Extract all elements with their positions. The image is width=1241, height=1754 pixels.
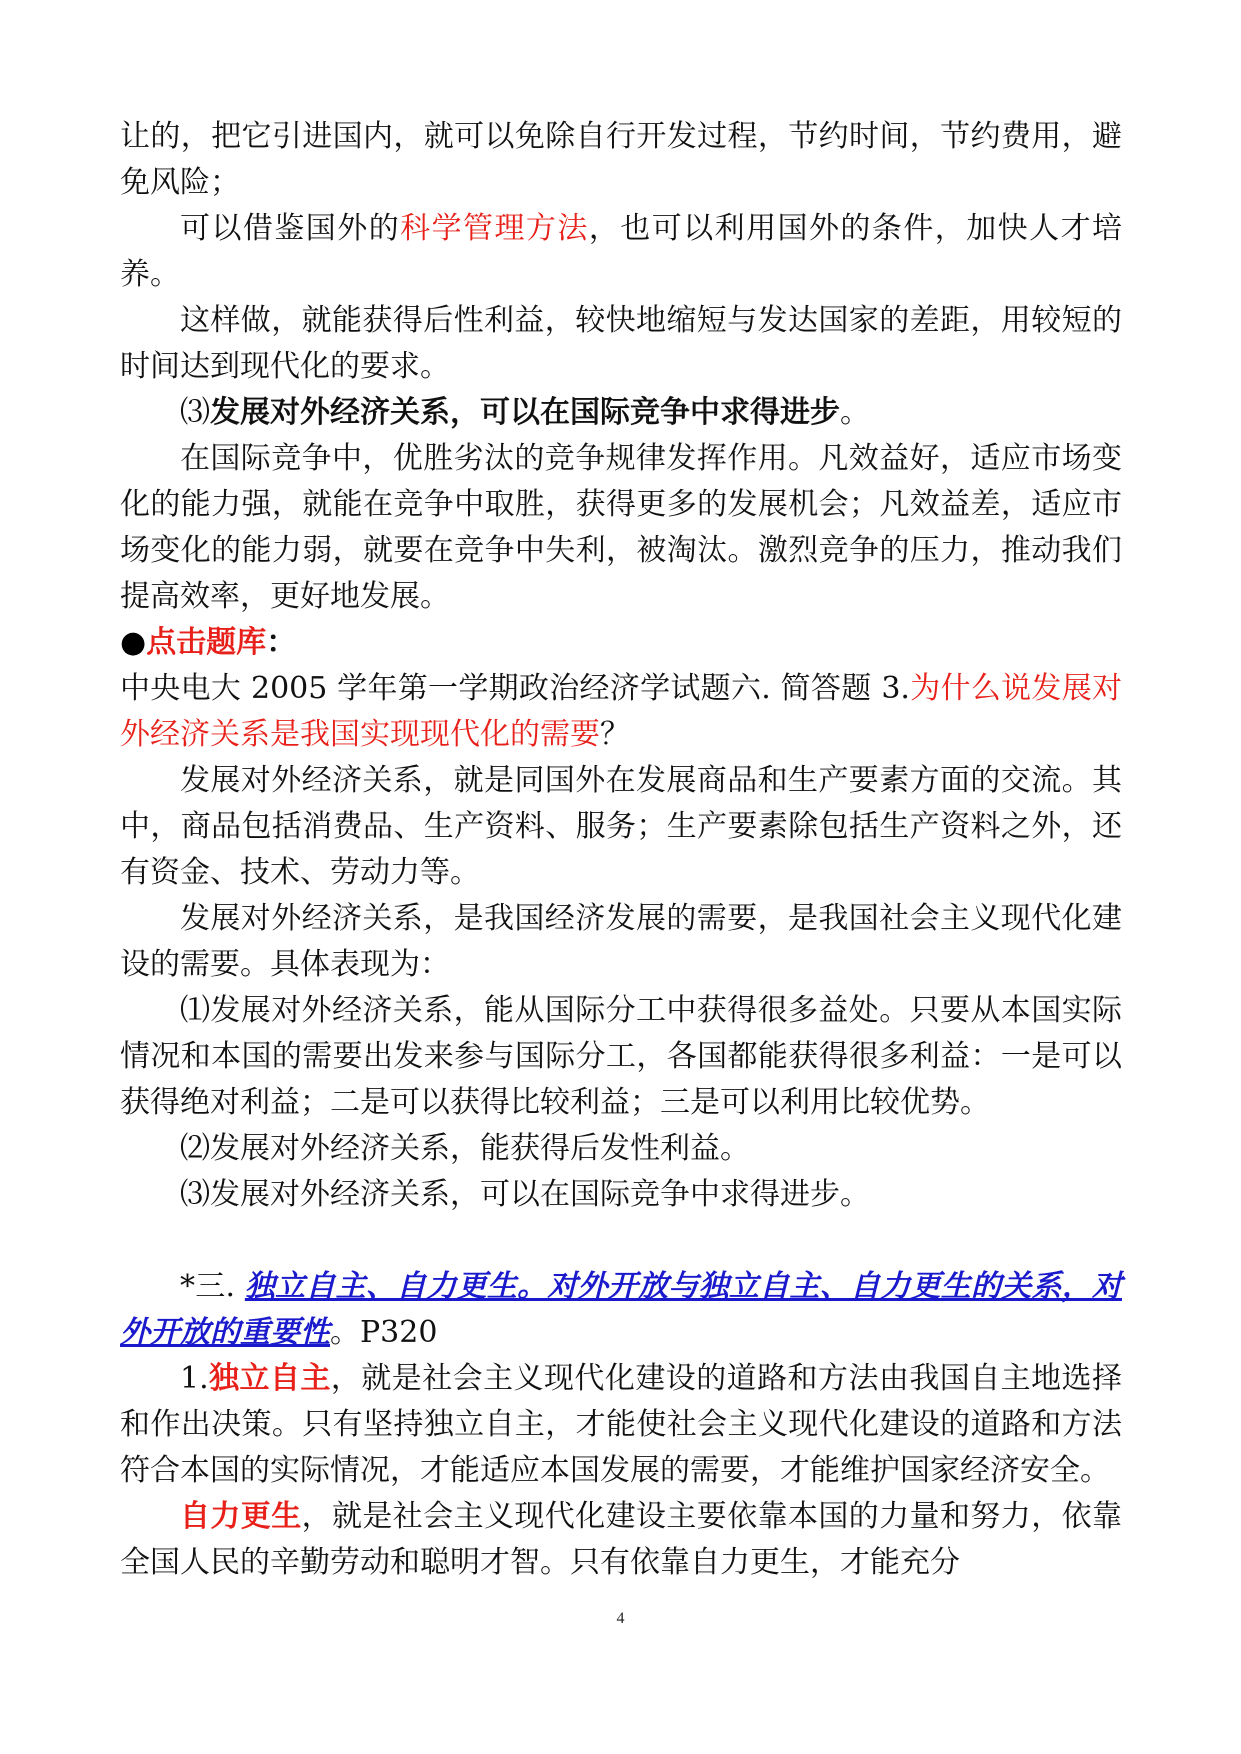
paragraph [120, 206, 1122, 298]
paragraph: 让的，把它引进国内，就可以免除自行开发过程，节约时间，节约费用，避免风险； [120, 119, 1122, 200]
subheading [120, 390, 1122, 436]
item-number: ⑶ [180, 395, 210, 430]
text-run: ，就是社会主义现代化建设主要依靠本国的力量和努力，依靠全国人民的辛勤劳动和聪明才智。只有依靠自力更生，才能充分 [120, 1499, 1123, 1580]
page-number: 4 [616, 1610, 625, 1627]
paragraph: ⑴发展对外经济关系，能从国际分工中获得很多益处。只要从本国实际情况和本国的需要出发来参与国际分工，各国都能获得很多利益：一是可以获得绝对利益；二是可以获得比较利益；三是可以利用比较优势。 [120, 993, 1122, 1120]
text-run: ，就是社会主义现代化建设的道路和方法由我国自主地选择和作出决策。只有坚持独立自主，才能使社会主义现代化建设的道路和方法符合本国的实际情况，才能适应本国发展的需要，才能维护国家经济安全。 [120, 1361, 1123, 1488]
paragraph: ⑶发展对外经济关系，可以在国际竞争中求得进步。 [180, 1177, 870, 1212]
paragraph [120, 1356, 1122, 1494]
spacer [120, 1218, 1122, 1264]
paragraph: 发展对外经济关系，是我国经济发展的需要，是我国社会主义现代化建设的需要。具体表现为： [120, 901, 1122, 982]
paragraph: 发展对外经济关系，就是同国外在发展商品和生产要素方面的交流。其中，商品包括消费品、生产资料、服务；生产要素除包括生产资料之外，还有资金、技术、劳动力等。 [120, 763, 1122, 890]
highlight-term: 科学管理方法 [400, 211, 589, 246]
paragraph: 在国际竞争中，优胜劣汰的竞争规律发挥作用。凡效益好，适应市场变化的能力强，就能在竞争中取胜，获得更多的发展机会；凡效益差，适应市场变化的能力弱，就要在竞争中失利，被淘汰。激烈竞争的压力，推动我们提高效率，更好地发展。 [120, 441, 1122, 614]
question-bank-heading [120, 620, 1122, 666]
text-run: 。 [840, 395, 870, 430]
question-bank-link[interactable]: 点击题库 [146, 625, 267, 660]
section-heading [120, 1264, 1122, 1356]
question-source: 中央电大 2005 学年第一学期政治经济学试题六. 简答题 3. [120, 671, 910, 706]
item-number: 1. [180, 1361, 209, 1396]
document-body [120, 114, 1122, 1586]
section-title-link[interactable]: 独立自主、自力更生。对外开放与独立自主、自力更生的关系，对外开放的重要性 [120, 1269, 1122, 1350]
key-term: 自力更生 [180, 1499, 302, 1534]
question-text: 为什么说发展对外经济关系是我国实现现代化的需要 [120, 671, 1122, 752]
section-number: *三. [180, 1269, 245, 1304]
bold-heading: 发展对外经济关系，可以在国际竞争中求得进步 [210, 395, 840, 430]
text-run: ，也可以利用国外的条件，加快人才培养。 [120, 211, 1123, 292]
page-reference: 。P320 [330, 1315, 438, 1350]
question [120, 666, 1122, 758]
bullet-icon: ● [120, 625, 147, 660]
text-run: ： [266, 625, 297, 660]
key-term: 独立自主 [208, 1361, 331, 1396]
paragraph [120, 1494, 1122, 1586]
paragraph: ⑵发展对外经济关系，能获得后发性利益。 [180, 1131, 750, 1166]
text-run: ？ [600, 717, 630, 752]
paragraph: 这样做，就能获得后性利益，较快地缩短与发达国家的差距，用较短的时间达到现代化的要求。 [120, 303, 1122, 384]
text-run: 可以借鉴国外的 [180, 211, 401, 246]
